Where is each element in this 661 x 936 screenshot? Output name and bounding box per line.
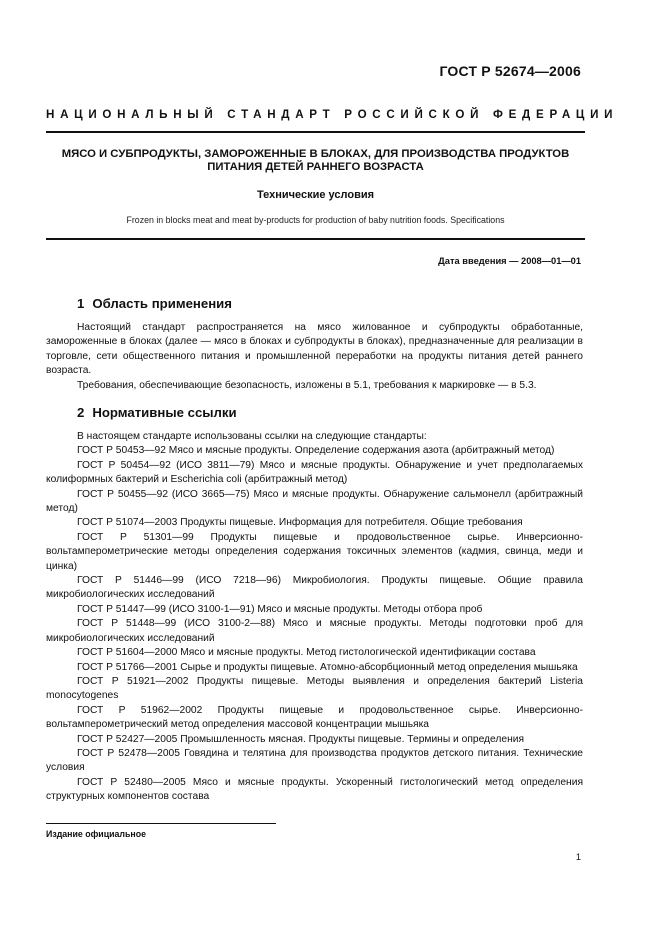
title-line-2: ПИТАНИЯ ДЕТЕЙ РАННЕГО ВОЗРАСТА xyxy=(207,161,424,173)
page-number: 1 xyxy=(575,852,581,862)
footer-divider xyxy=(46,823,276,824)
section-2-title: Нормативные ссылки xyxy=(92,405,237,420)
reference-item: ГОСТ Р 50454—92 (ИСО 3811—79) Мясо и мясные продукты. Обнаружение и учет предполагаемых колиформных бактерий и Escherichia coli (арбитражный метод) xyxy=(46,459,583,486)
reference-item: ГОСТ Р 50453—92 Мясо и мясные продукты. Определение содержания азота (арбитражный метод) xyxy=(77,445,555,457)
section-1-heading xyxy=(77,296,232,311)
top-divider xyxy=(46,131,585,133)
reference-item: ГОСТ Р 50455—92 (ИСО 3665—75) Мясо и мясные продукты. Обнаружение сальмонелл (арбитражный метод) xyxy=(46,488,583,515)
reference-item: ГОСТ Р 51447—99 (ИСО 3100-1—91) Мясо и мясные продукты. Методы отбора проб xyxy=(77,603,483,615)
document-title xyxy=(46,148,585,174)
reference-item: ГОСТ Р 51962—2002 Продукты пищевые и продовольственное сырье. Инверсионно-вольтамперометрический метод определения массовой концентрации мышьяка xyxy=(46,704,583,731)
national-standard-title: НАЦИОНАЛЬНЫЙ СТАНДАРТ РОССИЙСКОЙ ФЕДЕРАЦИИ xyxy=(46,108,619,121)
reference-item: ГОСТ Р 51301—99 Продукты пищевые и продовольственное сырье. Инверсионно-вольтамперометрические методы определения содержания токсичных элементов (кадмия, свинца, меди и цинка) xyxy=(46,531,583,572)
official-edition-note: Издание официальное xyxy=(46,829,146,839)
section-1-title: Область применения xyxy=(92,296,232,311)
reference-item: ГОСТ Р 52478—2005 Говядина и телятина для производства продуктов детского питания. Технические условия xyxy=(46,747,583,774)
reference-item: ГОСТ Р 51766—2001 Сырье и продукты пищевые. Атомно-абсорбционный метод определения мышьяка xyxy=(77,661,578,673)
reference-item: ГОСТ Р 52480—2005 Мясо и мясные продукты. Ускоренный гистологический метод определения структурных компонентов состава xyxy=(46,776,583,803)
introduction-date: Дата введения — 2008—01—01 xyxy=(438,256,581,266)
reference-item: ГОСТ Р 51448—99 (ИСО 3100-2—88) Мясо и мясные продукты. Методы подготовки проб для микробиологических исследований xyxy=(46,618,583,644)
section-1-body xyxy=(46,321,583,393)
reference-item: ГОСТ Р 51074—2003 Продукты пищевые. Информация для потребителя. Общие требования xyxy=(77,517,523,529)
section-1-number: 1 xyxy=(77,296,85,311)
section-2-heading xyxy=(77,405,237,420)
reference-item: ГОСТ Р 51446—99 (ИСО 7218—96) Микробиология. Продукты пищевые. Общие правила микробиологических исследований xyxy=(46,575,583,601)
english-title: Frozen in blocks meat and meat by-products for production of baby nutrition foods. Specifications xyxy=(126,215,505,225)
reference-item: ГОСТ Р 51921—2002 Продукты пищевые. Методы выявления и определения бактерий Listeria monocytogenes xyxy=(46,675,583,702)
document-subtitle: Технические условия xyxy=(256,189,375,201)
reference-item: ГОСТ Р 52427—2005 Промышленность мясная. Продукты пищевые. Термины и определения xyxy=(77,733,525,745)
section-2-number: 2 xyxy=(77,405,85,420)
section-2-intro: В настоящем стандарте использованы ссылки на следующие стандарты: xyxy=(77,431,427,442)
section-2-body xyxy=(46,430,583,805)
section-1-paragraph: Требования, обеспечивающие безопасность, изложены в 5.1, требования к маркировке — в 5.3. xyxy=(77,379,537,391)
document-number: ГОСТ Р 52674—2006 xyxy=(439,63,581,79)
section-1-paragraph: Настоящий стандарт распространяется на мясо жилованное и субпродукты обработанные, замороженные в блоках (далее — мясо в блоках и субпродукты в блоках), предназначенные для реализации в торговле, сети общественного питания и промышленной переработки на продукты питания детей раннего возраста. xyxy=(46,322,583,377)
title-divider xyxy=(46,238,585,240)
reference-item: ГОСТ Р 51604—2000 Мясо и мясные продукты. Метод гистологической идентификации состава xyxy=(77,647,536,659)
title-line-1: МЯСО И СУБПРОДУКТЫ, ЗАМОРОЖЕННЫЕ В БЛОКАХ, ДЛЯ ПРОИЗВОДСТВА ПРОДУКТОВ xyxy=(61,148,570,160)
